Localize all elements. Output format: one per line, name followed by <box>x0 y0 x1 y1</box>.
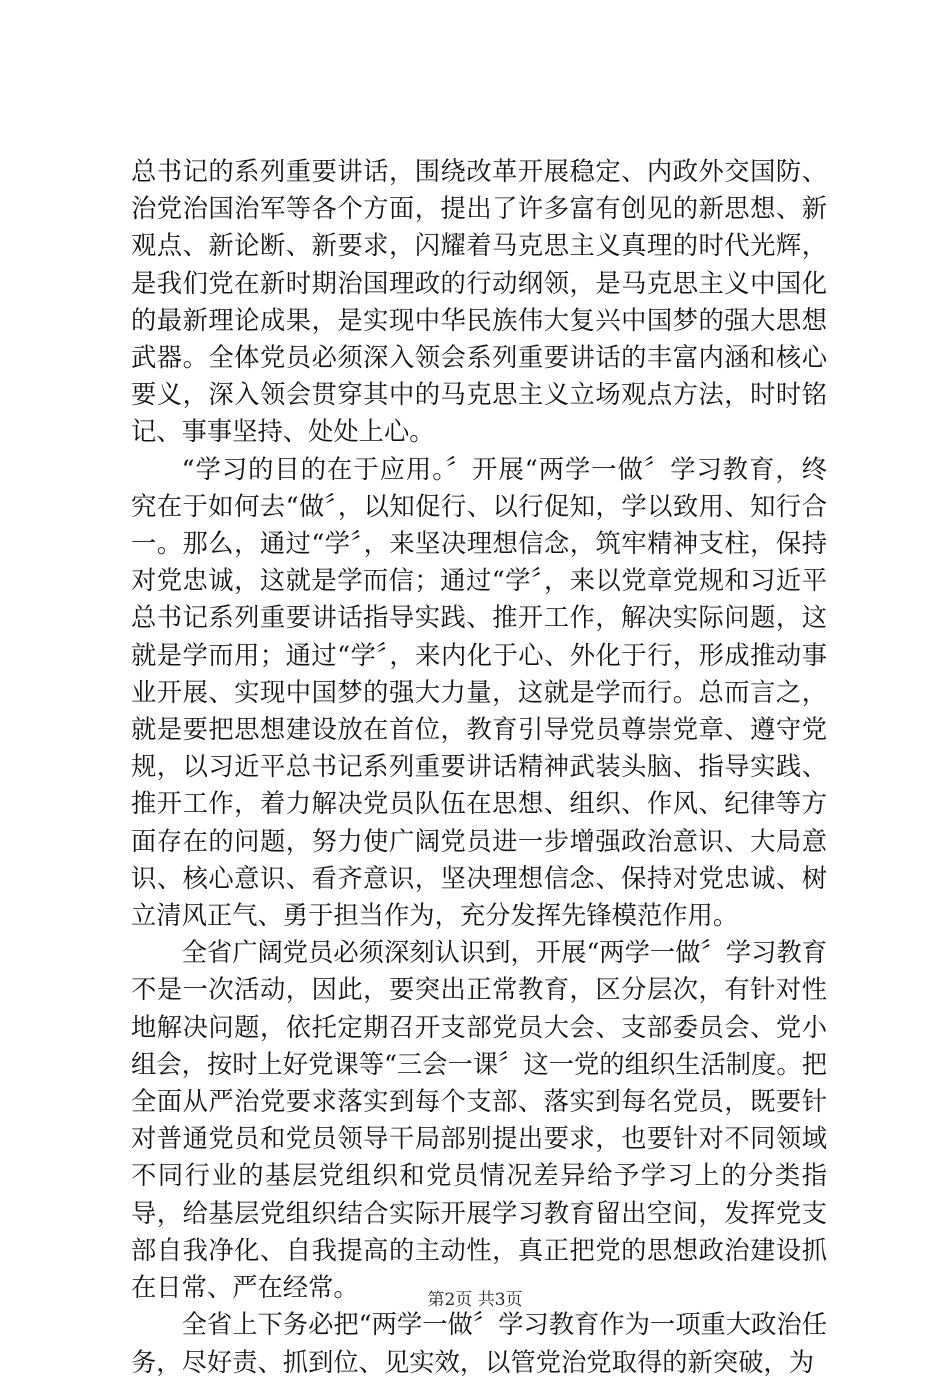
paragraph-1: 总书记的系列重要讲话，围绕改革开展稳定、内政外交国防、治党治国治军等各个方面，提出了许多富有创见的新思想、新观点、新论断、新要求，闪耀着马克思主义真理的时代光辉，是我们党在新时期治国理政的行动纲领，是马克思主义中国化的最新理论成果，是实现中华民族伟大复兴中国梦的强大思想武器。全体党员必须深入领会系列重要讲话的丰富内涵和核心要义，深入领会贯穿其中的马克思主义立场观点方法，时时铭记、事事坚持、处处上心。 <box>131 157 827 447</box>
document-body <box>131 153 827 1381</box>
paragraph-2: “学习的目的在于应用。〞开展“两学一做〞学习教育，终究在于如何去“做〞，以知促行、以行促知，学以致用、知行合一。那么，通过“学〞，来坚决理想信念，筑牢精神支柱，保持对党忠诚，这就是学而信；通过“学〞，来以党章党规和习近平总书记系列重要讲话指导实践、推开工作，解决实际问题，这就是学而用；通过“学〞，来内化于心、外化于行，形成推动事业开展、实现中国梦的强大力量，这就是学而行。总而言之，就是要把思想建设放在首位，教育引导党员尊崇党章、遵守党规，以习近平总书记系列重要讲话精神武装头脑、指导实践、推开工作，着力解决党员队伍在思想、组织、作风、纪律等方面存在的问题，努力使广阔党员进一步增强政治意识、大局意识、核心意识、看齐意识，坚决理想信念、保持对党忠诚、树立清风正气、勇于担当作为，充分发挥先锋模范作用。 <box>131 454 827 931</box>
page-footer <box>0 1285 950 1310</box>
page-number: 第2页 共3页 <box>427 1290 523 1310</box>
paragraph-3: 全省广阔党员必须深刻认识到，开展“两学一做〞学习教育不是一次活动，因此，要突出正常教育，区分层次，有针对性地解决问题，依托定期召开支部党员大会、支部委员会、党小组会，按时上好党课等“三会一课〞这一党的组织生活制度。把全面从严治党要求落实到每个支部、落实到每名党员，既要针对普通党员和党员领导干局部别提出要求，也要针对不同领域不同行业的基层党组织和党员情况差异给予学习上的分类指导，给基层党组织结合实际开展学习教育留出空间，发挥党支部自我净化、自我提高的主动性，真正把党的思想政治建设抓在日常、严在经常。 <box>131 938 827 1303</box>
paragraph-4: 全省上下务必把“两学一做〞学习教育作为一项重大政治任务，尽好责、抓到位、见实效，以管党治党取得的新突破，为 <box>131 1310 827 1377</box>
